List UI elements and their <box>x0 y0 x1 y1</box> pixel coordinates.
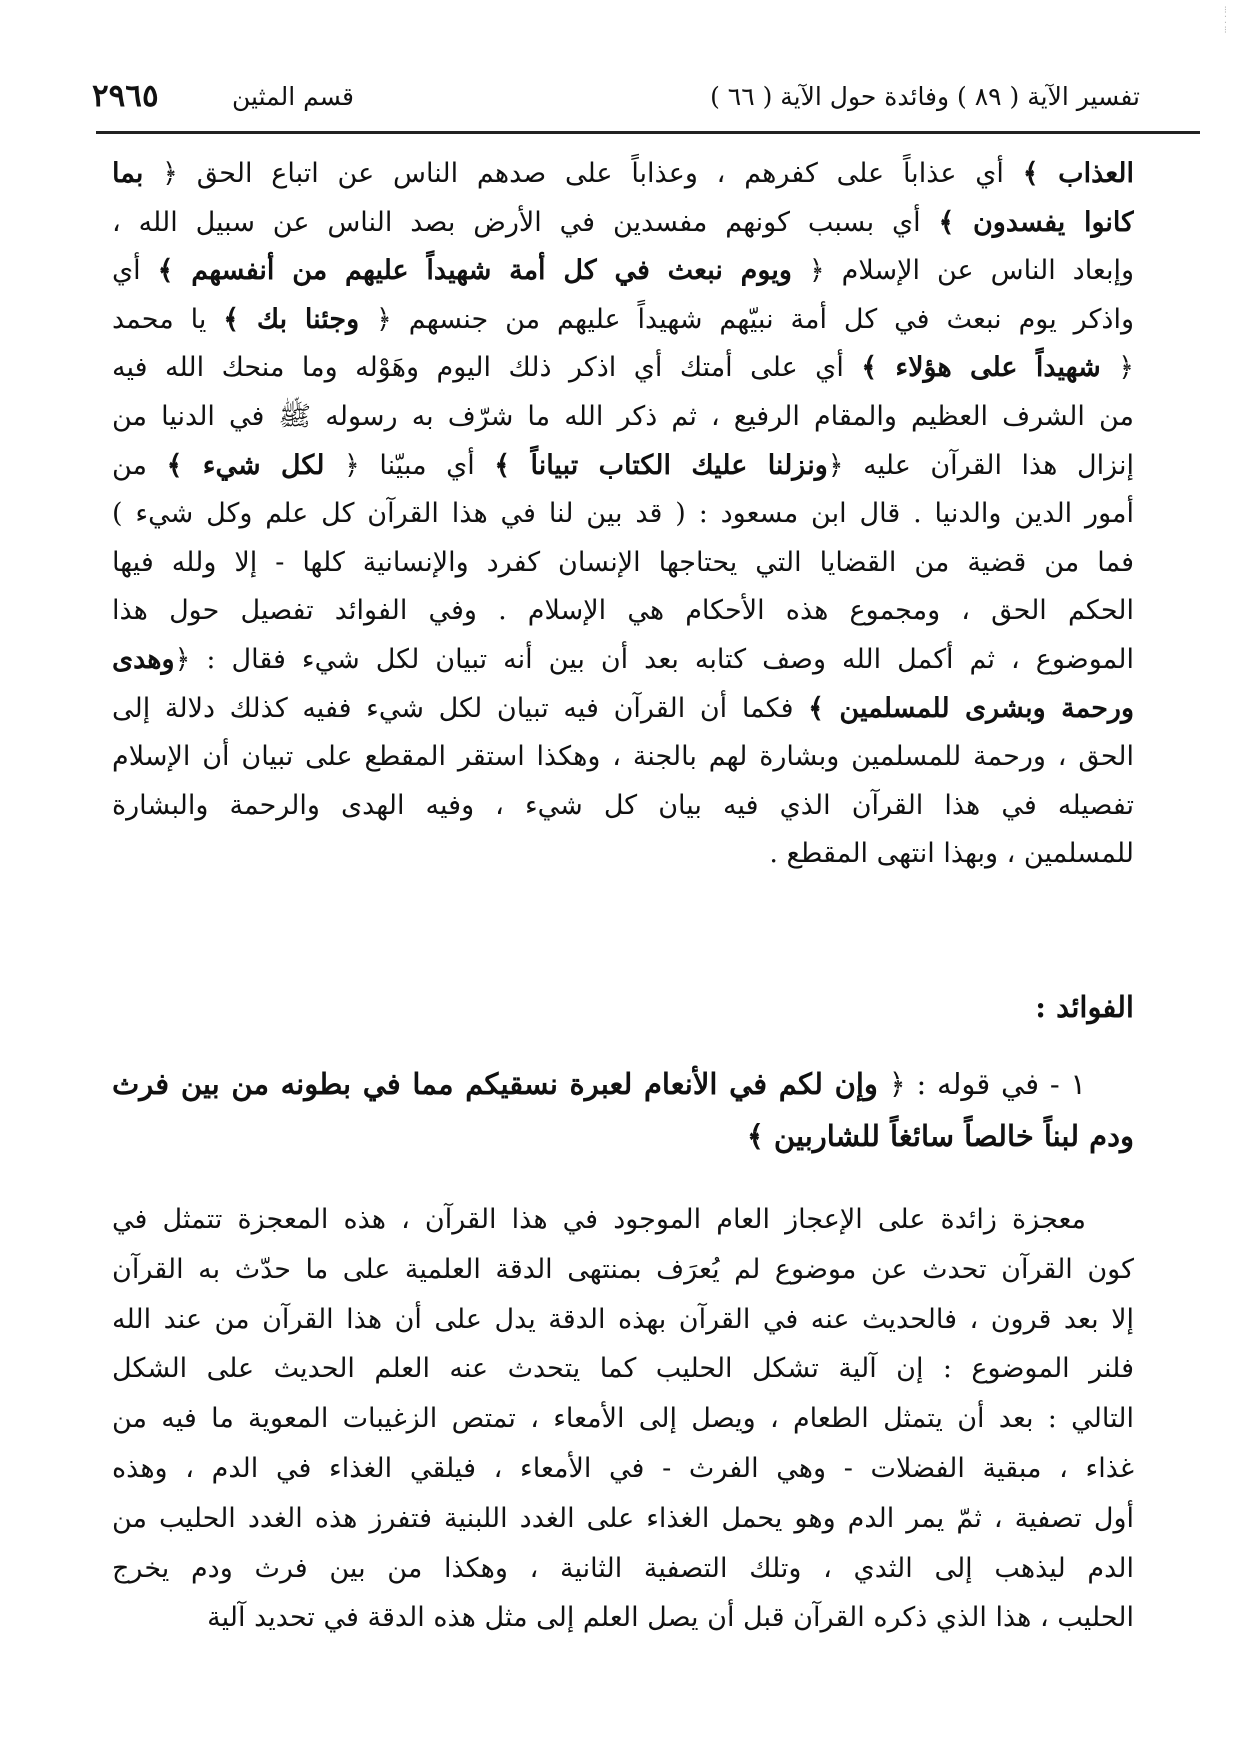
text-line <box>112 1295 1134 1345</box>
scan-artifact: ⁝ ⁚ ⁝ <box>1223 5 1228 36</box>
text-line <box>112 587 1134 636</box>
text-line <box>112 199 1134 248</box>
text-line <box>112 1494 1134 1544</box>
text-line <box>112 247 1134 296</box>
text-line <box>112 1394 1134 1444</box>
text-run: الموضوع ، ثم أكمل الله وصف كتابه بعد أن بين أنه تبيان لكل شيء فقال : ﴿ <box>174 643 1134 675</box>
text-run: معجزة زائدة على الإعجاز العام الموجود في هذا القرآن ، هذه المعجزة تتمثل في <box>112 1204 1086 1235</box>
text-run: فلنر الموضوع : إن آلية تشكل الحليب كما يتحدث عنه العلم الحديث على الشكل <box>112 1353 1134 1385</box>
text-run: من <box>112 449 167 481</box>
text-run: إلا بعد قرون ، فالحديث عنه في القرآن بهذه الدقة يدل على أن هذا القرآن من عند الله <box>112 1303 1134 1335</box>
text-run: من الشرف العظيم والمقام الرفيع ، ثم ذكر الله ما شرّف به رسوله ﷺ في الدنيا من <box>112 400 1134 432</box>
text-run: واذكر يوم نبعث في كل أمة نبيّهم شهيداً عليهم من جنسهم ﴿ <box>359 303 1134 335</box>
text-line <box>112 1544 1134 1594</box>
text-line <box>112 490 1134 539</box>
header-rule <box>96 131 1200 134</box>
quran-verse-text: لكل شيء ﴾ <box>166 449 325 481</box>
text-run: أي مبيّنا ﴿ <box>324 449 495 481</box>
text-run: أي عذاباً على كفرهم ، وعذاباً على صدهم الناس عن اتباع الحق ﴿ <box>143 158 1023 189</box>
text-line <box>112 296 1134 345</box>
text-line <box>112 1245 1134 1295</box>
text-run: فما من قضية من القضايا التي يحتاجها الإنسان كفرد والإنسانية كلها - إلا ولله فيها <box>112 546 1134 578</box>
text-line <box>112 539 1134 588</box>
text-run: أول تصفية ، ثمّ يمر الدم وهو يحمل الغذاء على الغدد اللبنية فتفرز هذه الغدد الحليب من <box>112 1502 1134 1534</box>
text-run: أمور الدين والدنيا . قال ابن مسعود : ( قد بين لنا في هذا القرآن كل علم وكل شيء ) <box>112 498 1134 530</box>
text-line <box>112 733 1134 782</box>
quran-verse-text: وهدى <box>112 643 175 675</box>
quran-verse-text: كانوا يفسدون ﴾ <box>938 206 1134 238</box>
text-line <box>112 830 1134 879</box>
benefit-point <box>112 1058 1134 1162</box>
text-run: كون القرآن تحدث عن موضوع لم يُعرَف بمنتهى الدقة العلمية على ما حدّث به القرآن <box>112 1253 1134 1285</box>
quran-verse-text: وجئنا بك ﴾ <box>223 303 360 335</box>
text-line <box>112 1195 1134 1245</box>
text-line <box>112 1110 1134 1162</box>
text-run: ﴿ <box>1100 352 1134 384</box>
text-line <box>112 393 1134 442</box>
text-line <box>112 1058 1134 1110</box>
text-line <box>112 344 1134 393</box>
text-run: أي بسبب كونهم مفسدين في الأرض بصد الناس عن سبيل الله ، <box>112 206 939 238</box>
running-title: تفسير الآية ( ٨٩ ) وفائدة حول الآية ( ٦٦ ) <box>710 82 1140 111</box>
quran-verse-text: ورحمة وبشرى للمسلمين ﴾ <box>808 692 1134 724</box>
quran-verse-text: العذاب ﴾ <box>1022 158 1134 189</box>
commentary-paragraph <box>112 150 1134 879</box>
text-run: غذاء ، مبقية الفضلات - وهي الفرث - في الأمعاء ، فيلقي الغذاء في الدم ، وهذه <box>112 1452 1134 1484</box>
quran-verse-text: ونزلنا عليك الكتاب تبياناً ﴾ <box>494 449 828 481</box>
text-run: أي على أمتك أي اذكر ذلك اليوم وهَوْله وما منحك الله فيه <box>112 352 862 384</box>
quran-verse-text: ويوم نبعث في كل أمة شهيداً عليهم من أنفسهم ﴾ <box>157 255 792 287</box>
quran-verse-text: وإن لكم في الأنعام لعبرة نسقيكم مما في بطونه من بين فرث <box>112 1067 878 1101</box>
page-header <box>92 78 1140 128</box>
text-run: يا محمد <box>112 303 224 335</box>
text-run: تفصيله في هذا القرآن الذي فيه بيان كل شيء ، وفيه الهدى والرحمة والبشارة <box>112 789 1134 821</box>
text-line <box>112 1444 1134 1494</box>
page-number: ٢٩٦٥ <box>92 78 159 114</box>
text-line <box>112 442 1134 491</box>
text-run: أي <box>112 255 158 287</box>
text-line <box>112 636 1134 685</box>
text-run: وإبعاد الناس عن الإسلام ﴿ <box>791 255 1134 287</box>
quran-verse-text: بما <box>112 158 144 189</box>
quran-verse-text: شهيداً على هؤلاء ﴾ <box>861 352 1101 384</box>
text-line <box>112 1344 1134 1394</box>
text-line <box>112 150 1134 199</box>
text-line <box>112 685 1134 734</box>
text-run: التالي : بعد أن يتمثل الطعام ، ويصل إلى الأمعاء ، تمتص الزغيبات المعوية ما فيه من <box>112 1403 1134 1435</box>
text-line <box>112 1593 1134 1643</box>
text-run: الحق ، ورحمة للمسلمين وبشارة لهم بالجنة ، وهكذا استقر المقطع على تبيان أن الإسلام <box>112 741 1134 773</box>
text-run: إنزال هذا القرآن عليه ﴿ <box>827 449 1134 481</box>
section-name: قسم المثين <box>232 82 354 111</box>
text-run: فكما أن القرآن فيه تبيان لكل شيء ففيه كذلك دلالة إلى <box>112 692 809 724</box>
text-run: الدم ليذهب إلى الثدي ، وتلك التصفية الثانية ، وهكذا من بين فرث ودم يخرج <box>112 1552 1134 1584</box>
benefit-paragraph <box>112 1195 1134 1643</box>
text-run: للمسلمين ، وبهذا انتهى المقطع . <box>769 838 1134 870</box>
section-heading: الفوائد : <box>1035 990 1134 1024</box>
text-run: ١ - في قوله : ﴿ <box>877 1067 1086 1101</box>
text-run: الحليب ، هذا الذي ذكره القرآن قبل أن يصل العلم إلى مثل هذه الدقة في تحديد آلية <box>207 1602 1134 1634</box>
text-run: الحكم الحق ، ومجموع هذه الأحكام هي الإسلام . وفي الفوائد تفصيل حول هذا <box>112 595 1134 627</box>
quran-verse-text: ودم لبناً خالصاً سائغاً للشاربين ﴾ <box>746 1119 1134 1153</box>
text-line <box>112 782 1134 831</box>
